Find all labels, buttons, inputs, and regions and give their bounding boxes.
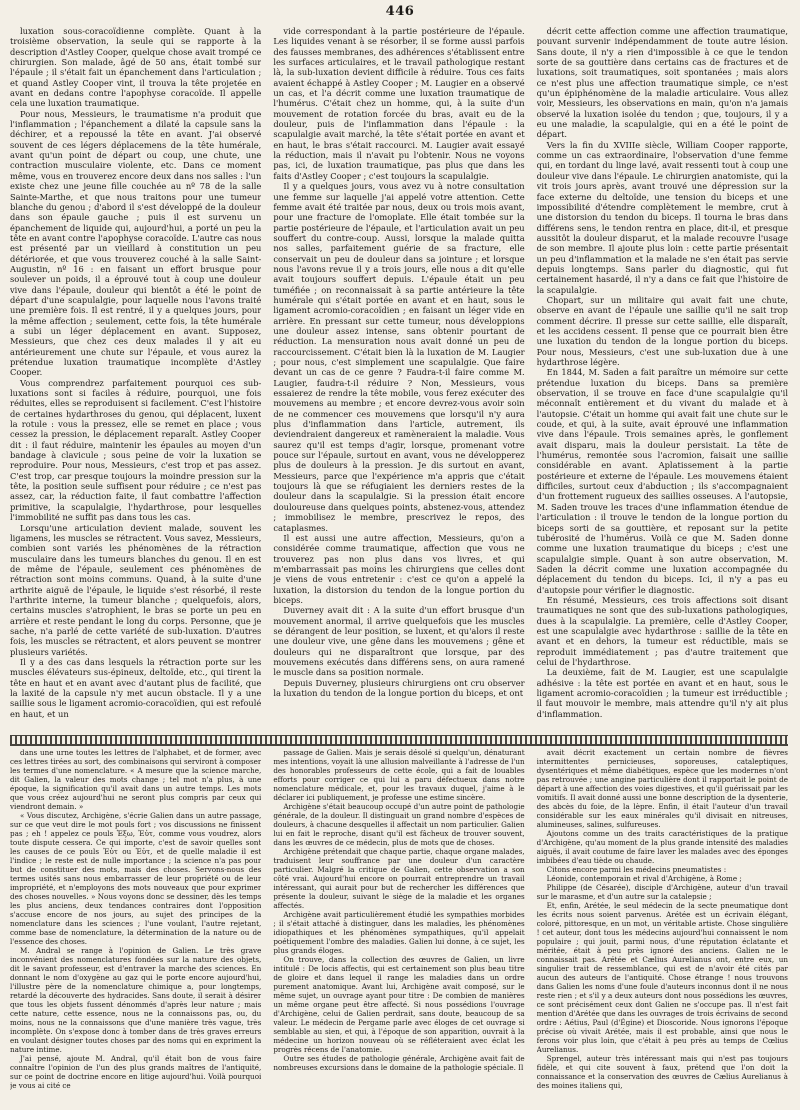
paragraph: Citons encore parmi les médecins pneumatistes : [546, 865, 727, 874]
paragraph: luxation sous-coracoïdienne complète. Quant à la troisième observation, la seule qui se rapporte à la description d'Astley Cooper, quelque chose avait trompé ce chirurgien. Son malade, âgé de 50 ans, était tombé sur l'épaule ; il s'était fait un épanchement dans l'articulation ; et quand Astley Cooper vint, il trouva la tête projetée en avant en dedans contre l'apophyse coracoïde. Il appelle cela une luxation traumatique. [10, 26, 262, 109]
paragraph: « Vous discutez, Archigène, s'écrie Galien dans un autre passage, sur ce que veut dire le mot pouls fort ; vos discussions ne finissent pas ; eh ! appelez ce pouls Ἐξω, Ἐὐτ, comme vous voudrez, alors toute dispute cessera. Ce qui importe, c'est de savoir quelles sont les causes de ce pouls Ἐὐτ ou Ἐὐτ, et de quelle maladie il est l'indice ; le reste est de nulle importance ; la science n'a pas pour but de constituer des mots, mais des choses. Servons-nous des termes usités sans nous embarrasser de leur propriété ou de leur impropriété, et n'employons des mots nouveaux que pour exprimer des choses nouvelles. » Nous voyons donc se dessiner, dès les temps les plus anciens, deux tendances contraires dont l'opposition s'accuse encore de nos jours, au sujet des principes de la nomenclature dans les sciences ; l'une voulant, l'autre rejetant, comme base de nomenclature, la détermination de la nature ou de l'essence des choses. [10, 811, 262, 946]
paragraph: Outre ses études de pathologie générale, Archigène avait fait de nombreuses excursions dans le domaine de la pathologie spéciale. Il [273, 1054, 525, 1072]
paragraph: Archigène avait particulièrement étudié les sympathies morbides ; il s'était attaché à distinguer, dans les maladies, les phénomènes idiopathiques et les phénomènes sympathiques, qu'il appelait poétiquement l'ombre des maladies. Galien lui donne, à ce sujet, les plus grands éloges. [273, 910, 525, 955]
paragraph: passage de Galien. Mais je serais désolé si quelqu'un, dénaturant mes intentions, voyait là une allusion malveillante à l'adresse de l'un des honorables professeurs de cette école, qui a fait de louables efforts pour corriger ce qui lui a paru défectueux dans notre nomenclature médicale, et, pour les travaux duquel, j'aime à le déclarer ici publiquement, je professe une estime sincère. [273, 748, 525, 802]
article-column-1 [10, 26, 261, 730]
paragraph: Lorsqu'une articulation devient malade, souvent les ligamens, les muscles se rétractent. Vous savez, Messieurs, combien sont variés les phénomènes de la rétraction musculaire dans les tumeurs blanches du genou. Il en est de même de l'épaule, seulement ces phénomènes de rétraction sont moins communs. Quand, à la suite d'une arthrite aiguë de l'épaule, le liquide s'est résorbé, il reste l'arthrite interne, la tumeur blanche ; quelquefois, alors, certains muscles s'atrophient, le bras se porte un peu en arrière et reste pendant le long du corps. Personne, que je sache, n'a parlé de cette variété de sub-luxation. D'autres fois, les muscles se rétractent, et alors peuvent se montrer plusieurs variétés. [10, 522, 262, 657]
paragraph: décrit cette affection comme une affection traumatique, pouvant survenir indépendamment de toute autre lésion. Sans doute, il n'y a rien d'impossible à ce que le tendon sorte de sa gouttière dans certains cas de fractures et de luxations, soit traumatiques, soit spontanées ; mais alors ce n'est plus une affection traumatique simple, ce n'est qu'un épiphénomène de la maladie articulaire. Vous allez voir, Messieurs, les observations en main, qu'on n'a jamais observé la luxation isolée du tendon ; que, toujours, il y a eu une maladie, la scapulalgie, qui en a été le point de départ. [536, 26, 788, 140]
paragraph: J'ai pensé, ajoute M. Andral, qu'il était bon de vous faire connaître l'opinion de l'un des plus grands maîtres de l'antiquité, sur ce point de doctrine encore en litige aujourd'hui. Voilà pourquoi je vous ai cité ce [10, 1054, 262, 1090]
paragraph: Pour nous, Messieurs, le traumatisme n'a produit que l'inflammation ; l'épanchement a dilaté la capsule sans la déchirer, et a repoussé la tête en avant. J'ai observé souvent de ces légers déplacemens de la tête humérale, avant qu'un point de départ ou coup, une chute, une contraction musculaire violente, etc. Dans ce moment même, vous en trouverez encore deux dans nos salles : l'un existe chez une jeune fille couchée au nº 78 de la salle Sainte-Marthe, et que nous traitons pour une tumeur blanche du genou ; d'abord il s'est développé de la douleur dans son épaule gauche ; puis il est survenu un épanchement de liquide qui, aujourd'hui, a porté un peu la tête en avant contre l'apophyse coracoïde. L'autre cas nous est présenté par un vieillard à constitution un peu détériorée, et que vous trouverez couché à la salle Saint-Augustin, nº 16 : en faisant un effort brusque pour soulever un poids, il a éprouvé tout à coup une douleur vive dans l'épaule, douleur qui bientôt a été le point de départ d'une scapulalgie, pour laquelle nous l'avons traité une première fois. Il est rentré, il y a quelques jours, pour la même affection ; seulement, cette fois, la tête humérale a subi un léger déplacement en avant. Supposez, Messieurs, que chez ces deux malades il y ait eu antérieurement une chute sur l'épaule, et vous aurez la prétendue luxation traumatique incomplète d'Astley Cooper. [10, 108, 262, 378]
paragraph: Léonide, contemporain et rival d'Archigène, à Rome ; [546, 874, 742, 883]
article-column-3 [537, 26, 788, 730]
paragraph: Depuis Duverney, plusieurs chirurgiens ont cru observer la luxation du tendon de la longue portion du biceps, et ont [273, 677, 525, 698]
paragraph: Et, enfin, Arétée, le seul médecin de la secte pneumatique dont les écrits nous soient parvenus. Arétée est un écrivain élégant, coloré, pittoresque, en un mot, un véritable artiste. Chose singulière ! cet auteur, dont tous les médecins aujourd'hui connaissent le nom populaire ; qui jouit, parmi nous, d'une réputation éclatante et méritée, était à peu près ignoré des anciens. Galien ne le connaissait pas. Arétée et Cælius Aurelianus ont, entre eux, un singulier trait de ressemblance, qui est de n'avoir été cités par aucun des auteurs de l'antiquité. Chose étrange ! nous trouvons dans Galien les noms d'une foule d'auteurs inconnus dont il ne nous reste rien ; et s'il y a deux auteurs dont nous possédions les œuvres, ce sont précisément ceux dont Galien ne s'occupe pas. Il n'est fait mention d'Arétée que dans les ouvrages de trois écrivains de second ordre : Aétius, Paul (d'Égine) et Dioscoride. Nous ignorons l'époque précise où vivait Arétée, mais il est probable, ainsi que nous le ferons voir plus loin, que c'était à peu près au temps de Cœlius Aurelianus. [536, 901, 788, 1054]
paragraph: Archigène s'était beaucoup occupé d'un autre point de pathologie générale, de la douleur. Il distinguait un grand nombre d'espèces de douleurs, à chacune desquelles il affectait un nom particulier. Galien lui en fait le reproche, disant qu'il est fâcheux de trouver souvent, dans les œuvres de ce médecin, plus de mots que de choses. [273, 802, 525, 847]
paragraph: Chopart, sur un militaire qui avait fait une chute, observe en avant de l'épaule une saillie qu'il ne sait trop comment décrire. Il presse sur cette saillie, elle disparaît, et les accidens cessent. Il pense que ce pourrait bien être une luxation du tendon de la longue portion du biceps. Pour nous, Messieurs, c'est une sub-luxation due à une hydarthrose légère. [536, 294, 788, 367]
feuilleton-columns [10, 748, 788, 1104]
paragraph: On trouve, dans la collection des œuvres de Galien, un livre intitulé : De locis affectis, qui est certainement son plus beau titre de gloire et dans lequel il range les maladies dans un ordre purement anatomique. Avant lui, Archigène avait composé, sur le même sujet, un ouvrage ayant pour titre : De combien de manières un même organe peut être affecté. Si nous possédions l'ouvrage d'Archigène, celui de Galien perdrait, sans doute, beaucoup de sa valeur. Le médecin de Pergame parle avec éloges de cet ouvrage si semblable au sien, et qui, à l'époque de son apparition, ouvrait à la médecine un horizon nouveau où se réfléteraient avec éclat les progrès récens de l'anatomie. [273, 955, 525, 1054]
paragraph: En résumé, Messieurs, ces trois affections soit disant traumatiques ne sont que des sub-luxations pathologiques, dues à la scapulalgie. La première, celle d'Astley Cooper, est une scapulalgie avec hydarthrose : saillie de la tête en avant et en dehors, la tumeur est réductible, mais se reproduit immédiatement ; pas d'autre traitement que celui de l'hydarthrose. [536, 594, 788, 667]
feuilleton-column-3 [537, 748, 788, 1104]
paragraph: En 1844, M. Saden a fait paraître un mémoire sur cette prétendue luxation du biceps. Dans sa première observation, il se trouve en face d'une scapulalgie qu'il méconnaît entièrement et du vivant du malade et à l'autopsie. C'était un homme qui avait fait une chute sur le coude, et qui, à la suite, avait éprouvé une inflammation vive dans l'épaule. Trois semaines après, le gonflement avait disparu, mais la douleur persistait. La tête de l'humérus, remontée sous l'acromion, faisait une saillie considérable en avant. Aplatissement à la partie postérieure et externe de l'épaule. Les mouvemens étaient difficiles, surtout ceux d'abduction ; ils s'accompagnaient d'un frottement rugueux des saillies osseuses. A l'autopsie, M. Saden trouve les traces d'une inflammation étendue de l'articulation : il trouve le tendon de la longue portion du biceps sorti de sa gouttière, et reposant sur la petite tubérosité de l'humérus. Voilà ce que M. Saden donne comme une luxation traumatique du biceps ; c'est une scapulalgie simple. Quant à son autre observation, M. Saden la décrit comme une luxation accompagnée du déplacement du tendon du biceps. Ici, il n'y a pas eu d'autopsie pour vérifier le diagnostic. [536, 367, 788, 595]
paragraph: avait décrit exactement un certain nombre de fièvres intermittentes pernicieuses, soporeuses, cataleptiques, dysentériques et même diabétiques, espèce que les modernes n'ont pas retrouvée ; une angine particulière dont il rapportait le point de départ à une affection des voies digestives, et qu'il guérissait par les vomitifs. Il avait donné aussi une bonne description de la dysenterie, des abcès du foie, de la lèpre. Enfin, il était l'auteur d'un travail considérable sur les eaux minérales qu'il divisait en nitreuses, alumineuses, salines, sulfureuses. [536, 748, 788, 829]
paragraph: Il est aussi une autre affection, Messieurs, qu'on a considérée comme traumatique, affection que vous ne trouverez pas non plus dans vos livres, et qui m'embarrassait pas moins les chirurgiens que celles dont je viens de vous entretenir : c'est ce qu'on a appelé la luxation, la distorsion du tendon de la longue portion du biceps. [273, 532, 525, 605]
paragraph: Archigène prétendait que chaque partie, chaque organe malades, traduisent leur souffrance par une douleur d'un caractère particulier. Malgré la critique de Galien, cette observation a son côté vrai. Aujourd'hui encore on pourrait entreprendre un travail intéressant, qui aurait pour but de rechercher les différences que présente la douleur, suivant le siège de la maladie et les organes affectés. [273, 847, 525, 910]
paragraph: dans une urne toutes les lettres de l'alphabet, et de former, avec ces lettres tirées au sort, des combinaisons qui serviront à composer les termes d'une nomenclature. « A mesure que la science marche, dit Galien, la valeur des mots change ; tel mot n'a plus, à une époque, la signification qu'il avait dans un autre temps. Les mots que vous créez aujourd'hui ne seront plus compris par ceux qui viendront demain. » [10, 748, 262, 811]
feuilleton-column-1 [10, 748, 261, 1104]
paragraph: Philippe (de Césarée), disciple d'Archigène, auteur d'un travail sur le marasme, et d'un autre sur la catalepsie ; [536, 883, 788, 901]
paragraph: Vous comprendrez parfaitement pourquoi ces sub-luxations sont si faciles à réduire, pourquoi, une fois réduites, elles se reproduisent si facilement. C'est l'histoire de certaines hydarthroses du genou, qui déplacent, luxent la rotule : vous la pressez, elle se remet en place ; vous cessez la pression, le déplacement reparaît. Astley Cooper dit : il faut réduire, maintenir les épaules au moyen d'un bandage à clavicule ; sous peine de voir la luxation se reproduire. Pour nous, Messieurs, c'est trop et pas assez. C'est trop, car presque toujours la moindre pression sur la tête, la position seule suffisent pour réduire ; ce n'est pas assez, car, la réduction faite, il faut combattre l'affection primitive, la scapulalgie, l'hydarthrose, pour lesquelles l'immobilité ne suffit pas dans tous les cas. [10, 377, 262, 523]
paragraph: Ajoutons comme un des traits caractéristiques de la pratique d'Archigène, qu'au moment de la plus grande intensité des maladies aiguës, il avait coutume de faire laver les malades avec des éponges imbibées d'eau tiède ou chaude. [536, 829, 788, 865]
article-columns [10, 26, 788, 730]
paragraph: Vers la fin du XVIIIe siècle, William Cooper rapporte, comme un cas extraordinaire, l'observation d'une femme qui, en tordant du linge lavé, avait ressenti tout à coup une douleur vive dans l'épaule. Le chirurgien anatomiste, qui la vit trois jours après, avant trouvé une dépression sur la face externe du deltoïde, une tension du biceps et une impossibilité d'étendre complètement le membre, crut à une distorsion du tendon du biceps. Il tourna le bras dans différens sens, le tendon rentra en place, dit-il, et presque aussitôt la douleur disparut, et la malade recouvre l'usage de son membre. Il ajoute plus loin : cette partie présentait un peu d'inflammation et la malade ne s'en était pas servie depuis longtemps. Sans parler du diagnostic, qui fut certainement hasardé, il n'y a dans ce fait que l'histoire de la scapulalgie. [536, 139, 788, 295]
paragraph: Il y a des cas dans lesquels la rétraction porte sur les muscles élévateurs sus-épineux, deltoïde, etc., qui tirent la tête en haut et en avant avec d'autant plus de facilité, que la laxité de la capsule n'y met aucun obstacle. Il y a une saillie sous le ligament acromio-coracoïdien, qui est refoulé en haut, et un [10, 656, 262, 719]
article-column-2 [273, 26, 524, 730]
page-number: 446 [385, 4, 415, 19]
paragraph: vide correspondant à la partie postérieure de l'épaule. Les liquides venant à se résorber, il se forme aussi parfois des fausses membranes, des adhérences s'établissent entre les surfaces articulaires, et le travail pathologique restant là, la sub-luxation devient difficile à réduire. Tous ces faits avaient échappé à Astley Cooper ; M. Laugier en a observé un cas, et l'a décrit comme une luxation traumatique de l'humérus. C'était chez un homme, qui, à la suite d'un mouvement de rotation forcée du bras, avait eu de la douleur, puis de l'inflammation dans l'épaule : la scapulalgie avait marché, la tête s'était portée en avant et en haut, le bras s'était raccourci. M. Laugier avait essayé la réduction, mais il n'avait pu l'obtenir. Nous ne voyons pas, ici, de luxation traumatique, pas plus que dans les faits d'Astley Cooper ; c'est toujours la scapulalgie. [273, 26, 525, 181]
paragraph: La deuxième, fait de M. Laugier, est une scapulalgie adhésive : la tête est portée en avant et en haut, sous le ligament acromio-coracoïdien ; la tumeur est irréductible ; il faut mouvoir le membre, mais attendre qu'il n'y ait plus d'inflammation. [536, 667, 788, 719]
feuilleton-column-2 [273, 748, 524, 1104]
paragraph: M. Andral se range à l'opinion de Galien. Le très grave inconvénient des nomenclatures fondées sur la nature des objets, dit le savant professeur, est d'entraver la marche des sciences. En donnant le nom d'oxygène au gaz qui le porte encore aujourd'hui, l'illustre père de la nomenclature chimique a, pour longtemps, retardé la découverte des hydracides. Sans doute, il serait à désirer que tous les objets fussent dénommés d'après leur nature ; mais cette nature, cette essence, nous ne la connaissons pas, ou, du moins, nous ne la connaissons que d'une manière très vague, très incomplète. On s'expose donc à tomber dans de très graves erreurs en voulant désigner toutes choses par des noms qui en expriment la nature intime. [10, 946, 262, 1054]
paragraph: Sprengel, auteur très intéressant mais qui n'est pas toujours fidèle, et qui cite souvent à faux, prétend que l'on doit la connaissance et la conservation des œuvres de Cælius Aurelianus à des moines italiens qui, [536, 1054, 788, 1090]
paragraph: Duverney avait dit : A la suite d'un effort brusque d'un mouvement anormal, il arrive quelquefois que les muscles se dérangent de leur position, se luxent, et qu'alors il reste une douleur vive, une gêne dans les mouvemens ; gêne et douleurs qui ne disparaîtront que lorsque, par des mouvemens exécutés dans différens sens, on aura ramené le muscle dans sa position normale. [273, 605, 525, 678]
paragraph: Il y a quelques jours, vous avez vu à notre consultation une femme sur laquelle j'ai appelé votre attention. Cette femme avait été traitée par nous, deux ou trois mois avant, pour une fracture de l'omoplate. Elle était tombée sur la partie postérieure de l'épaule, et l'articulation avait un peu souffert du contre-coup. Aussi, lorsque la malade quitta nos salles, parfaitement guérie de sa fracture, elle conservait un peu de douleur dans sa jointure ; et lorsque nous l'avons revue il y a trois jours, elle nous a dit qu'elle avait toujours souffert depuis. L'épaule était un peu tuméfiée ; on reconnaissait à sa partie antérieure la tête humérale qui s'était portée en avant et en haut, sous le ligament acromio-coracoïdien ; en faisant un léger vide en arrière. En pressant sur cette tumeur, nous développions une douleur assez intense, sans obtenir pourtant de réduction. La mensuration nous avait donné un peu de raccourcissement. C'était bien là la luxation de M. Laugier ; pour nous, c'est simplement une scapulalgie. Que faire devant un cas de ce genre ? Faudra-t-il faire comme M. Laugier, faudra-t-il réduire ? Non, Messieurs, vous essaierez de rendre la tête mobile, vous ferez exécuter des mouvemens au membre ; et encore devrez-vous avoir soin de ne commencer ces mouvemens que lorsqu'il n'y aura plus d'inflammation dans l'article, autrement, ils deviendraient dangereux et ramèneraient la maladie. Vous saurez qu'il est temps d'agir, lorsque, promenant votre pouce sur l'épaule, surtout en avant, vous ne développerez plus de douleurs à la pression. Je dis surtout en avant, Messieurs, parce que l'expérience m'a appris que c'était toujours là que se réfugiaient les derniers restes de la douleur dans la scapulalgie. Si la pression était encore douloureuse dans quelques points, abstenez-vous, attendez ; immobilisez le membre, prescrivez le repos, des cataplasmes. [273, 181, 525, 533]
section-divider [10, 735, 788, 746]
